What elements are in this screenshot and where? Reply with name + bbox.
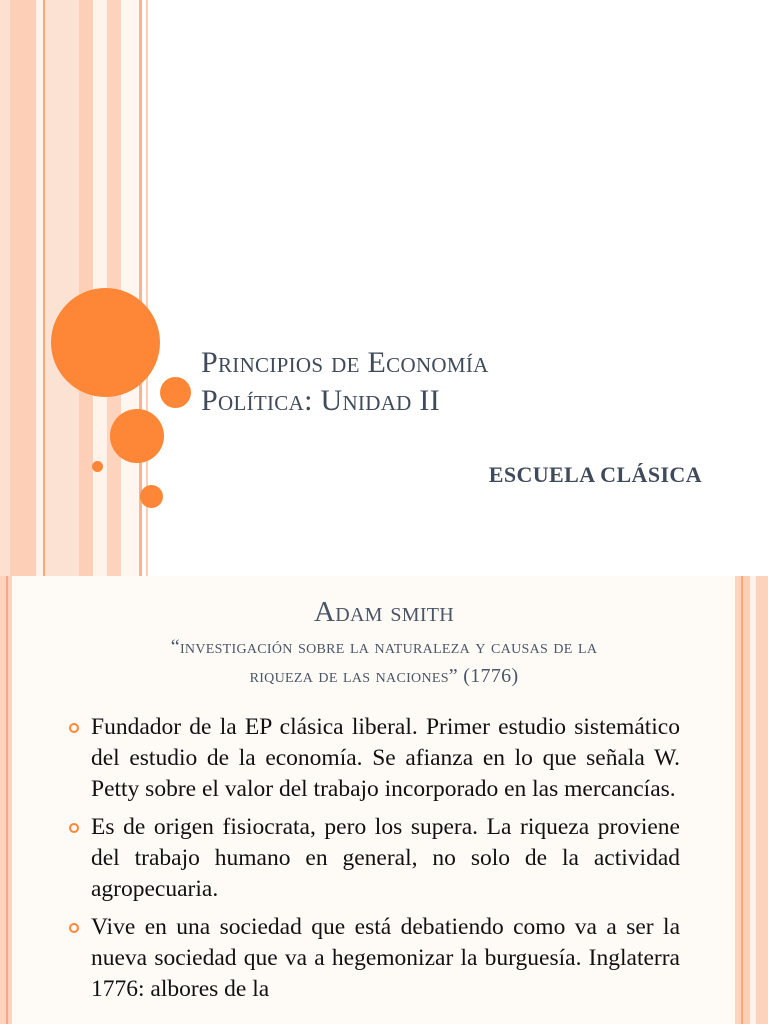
- slide-title-line1: Principios de Economía: [201, 346, 489, 379]
- stripe-band: [45, 0, 79, 576]
- list-item: [66, 912, 680, 1005]
- stripe-band: [743, 576, 750, 1024]
- bullet-text: Fundador de la EP clásica liberal. Primer estudio sistemático del estudio de la economía. Se afianza en lo que señala W. Petty sobre el valor del trabajo incorporado en las mercancías.: [91, 714, 680, 802]
- stripe-band: [36, 0, 43, 576]
- orange-circle-medium: [110, 409, 164, 463]
- circle-bullet-icon: [69, 723, 79, 733]
- circle-bullet-icon: [69, 823, 79, 833]
- content-subtitle-line2: riqueza de las naciones” (1776): [249, 665, 519, 687]
- bullet-text: Vive en una sociedad que está debatiendo como va a ser la nueva sociedad que va a hegemonizar la burguesía. Inglaterra 1776: albores de la: [91, 914, 680, 1002]
- orange-circle-small: [140, 485, 163, 508]
- content-title: Adam smith: [313, 596, 455, 628]
- orange-circle-small: [160, 377, 191, 408]
- stripe-band: [121, 0, 139, 576]
- slide-title-line2: Política: Unidad II: [201, 384, 440, 417]
- bullet-text: Es de origen fisiocrata, pero los supera. La riqueza proviene del trabajo humano en general, no solo de la actividad agropecuaria.: [91, 814, 680, 902]
- stripe-band: [79, 0, 93, 576]
- stripe-band: [0, 0, 10, 576]
- list-item: [66, 712, 680, 805]
- content-subtitle-line1: “investigación sobre la naturaleza y causas de la: [170, 636, 598, 658]
- list-item: [66, 812, 680, 905]
- stripe-band: [10, 0, 36, 576]
- orange-circle-large: [51, 288, 160, 397]
- slide-title: [201, 344, 741, 420]
- circle-bullet-icon: [69, 923, 79, 933]
- bullet-list: [66, 712, 680, 1012]
- slide-subtitle: ESCUELA CLÁSICA: [488, 462, 702, 487]
- stripe-band: [8, 576, 12, 1024]
- content-subtitle: [40, 633, 728, 691]
- orange-dot: [92, 461, 103, 472]
- stripe-band: [756, 576, 768, 1024]
